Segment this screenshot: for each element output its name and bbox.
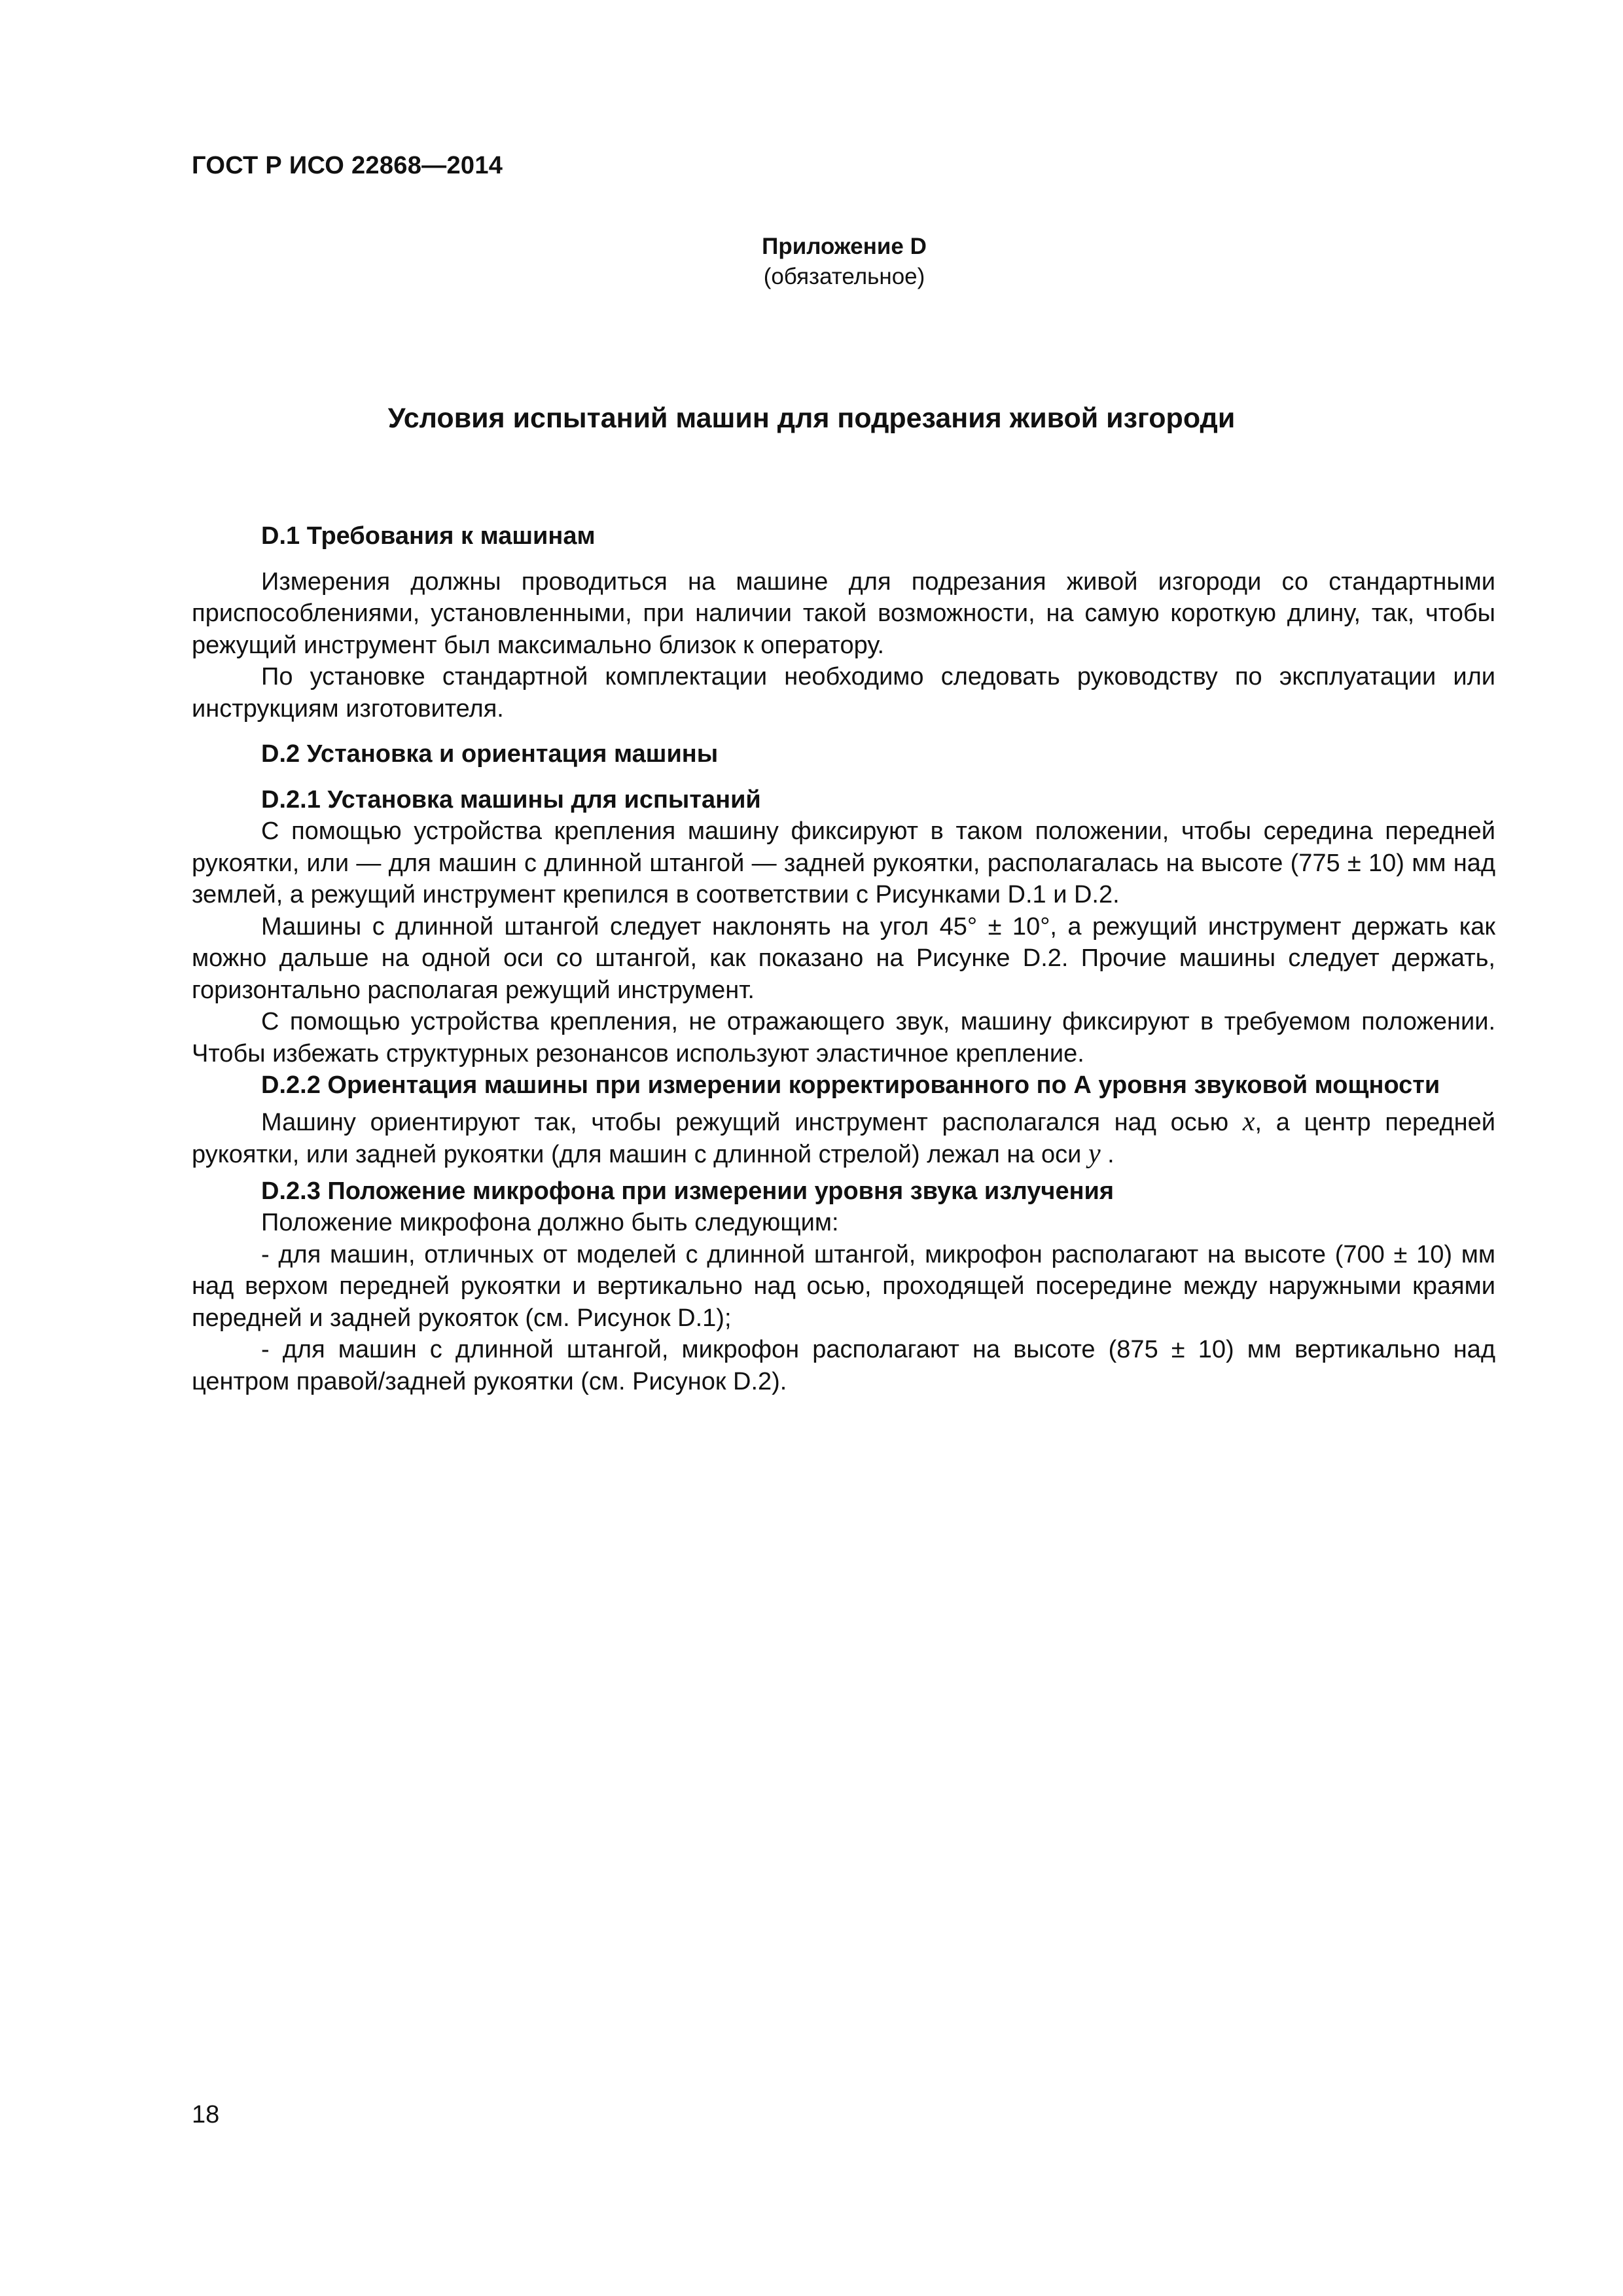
document-code: ГОСТ Р ИСО 22868—2014 — [192, 152, 503, 179]
page-number: 18 — [192, 2101, 220, 2128]
document-body — [192, 520, 1495, 1397]
section-d1-heading: D.1 Требования к машинам — [261, 522, 596, 550]
section-d1-paragraph: Измерения должны проводиться на машине для подрезания живой изгороди со стандартными приспособлениями, установленными, при наличии такой возможности, на самую короткую длину, так, чтобы режущий инструмент был максимально близок к оператору. — [192, 567, 1495, 659]
axis-y-variable: y — [1088, 1139, 1101, 1169]
appendix-header — [746, 232, 942, 292]
appendix-label: Приложение D — [762, 234, 927, 259]
section-d21-paragraph: С помощью устройства крепления машину фиксируют в таком положении, чтобы середина передней рукоятки, или — для машин с длинной штангой — задней рукоятки, располагалась на высоте (775 ± 10) мм над землей, а режущий инструмент крепился в соответствии с Рисунками D.1 и D.2. — [192, 817, 1495, 908]
appendix-status: (обязательное) — [763, 264, 925, 289]
section-d23-intro: Положение микрофона должно быть следующим: — [261, 1209, 839, 1236]
section-d2-heading: D.2 Установка и ориентация машины — [261, 740, 719, 768]
text-run: . — [1100, 1141, 1115, 1168]
section-d23-heading: D.2.3 Положение микрофона при измерении уровня звука излучения — [261, 1177, 1115, 1205]
section-d22-heading: D.2.2 Ориентация машины при измерении корректированного по А уровня звуковой мощности — [261, 1071, 1440, 1099]
text-run: , а центр передней рукоятки, или задней рукоятки (для машин с длинной стрелой) лежал на оси — [192, 1108, 1496, 1168]
axis-x-variable: x — [1242, 1106, 1255, 1137]
list-item: - для машин, отличных от моделей с длинной штангой, микрофон располагают на высоте (700 ± 10) мм над верхом передней рукоятки и вертикально над осью, проходящей посередине между наружными краями передней и задней рукояток (см. Рисунок D.1); — [192, 1240, 1495, 1332]
section-d21-paragraph: Машины с длинной штангой следует наклонять на угол 45° ± 10°, а режущий инструмент держать как можно дальше на одной оси со штангой, как показано на Рисунке D.2. Прочие машины следует держать, горизонтально располагая режущий инструмент. — [192, 912, 1495, 1004]
list-item: - для машин с длинной штангой, микрофон располагают на высоте (875 ± 10) мм вертикально над центром правой/задней рукоятки (см. Рисунок D.2). — [192, 1336, 1495, 1395]
text-run: Машину ориентируют так, чтобы режущий инструмент располагался над осью — [261, 1108, 1243, 1136]
section-d22-paragraph — [192, 1106, 1495, 1171]
section-d21-paragraph: С помощью устройства крепления, не отражающего звук, машину фиксируют в требуемом положении. Чтобы избежать структурных резонансов используют эластичное крепление. — [192, 1008, 1495, 1067]
page-title: Условия испытаний машин для подрезания живой изгороди — [387, 403, 1236, 434]
section-d21-heading: D.2.1 Установка машины для испытаний — [261, 785, 761, 814]
section-d1-paragraph: По установке стандартной комплектации необходимо следовать руководству по эксплуатации или инструкциям изготовителя. — [192, 663, 1495, 723]
